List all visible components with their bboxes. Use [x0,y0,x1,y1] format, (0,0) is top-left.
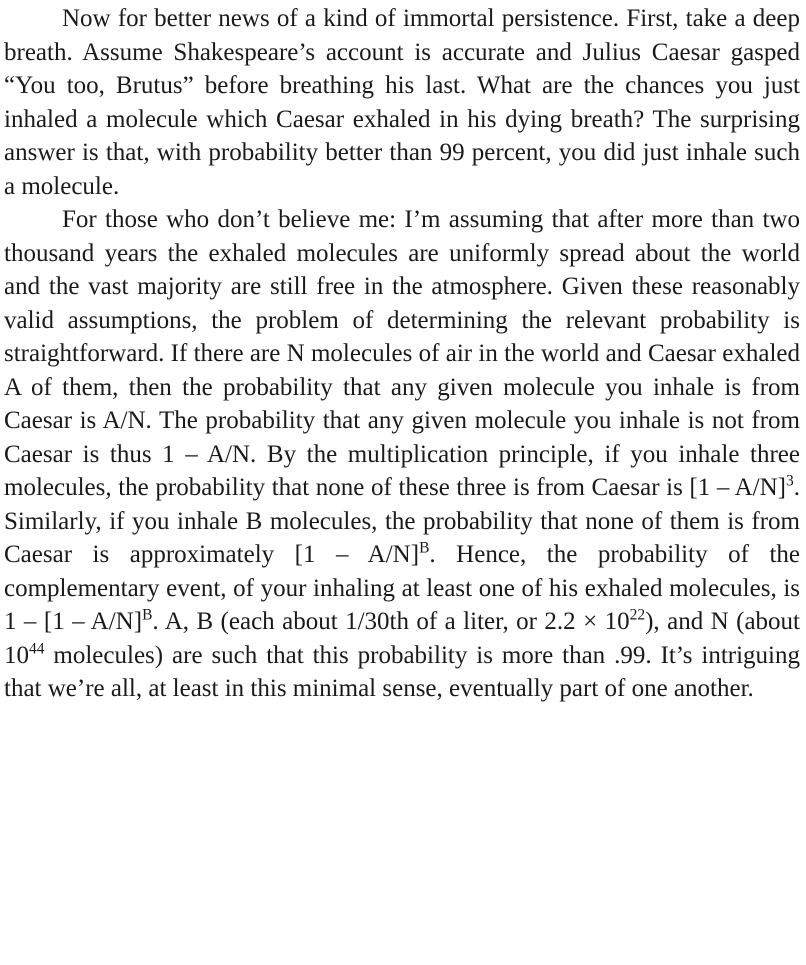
superscript-exponent: B [419,539,430,557]
paragraph-2-segment: . A, B (each about 1/30th of a liter, or 2.2 × 10 [152,608,630,635]
paragraph-2-segment: molecules) are such that this probability is more than .99. It’s intriguing that we’re all, at least in this minimal sense, eventually part of one another. [4,641,800,702]
paragraph-caesar-breath [4,2,800,203]
paragraph-1-text: Now for better news of a kind of immortal persistence. First, take a deep breath. Assume Shakespeare’s account is accurate and Julius Caesar gasped “You too, Brutus” before breathing his last. What are the chances you just inhaled a molecule which Caesar exhaled in his dying breath? The surprising answer is that, with probability better than 99 percent, you did just inhale such a molecule. [4,5,800,200]
superscript-exponent: 22 [629,606,646,624]
paragraph-2-segment: . Similarly, if you inhale B molecules, the probability that none of them is from Caesar is approximately [1 – A/N] [4,474,800,568]
document-page [4,2,800,706]
paragraph-probability-explanation [4,203,800,706]
superscript-exponent: B [142,606,153,624]
paragraph-2-segment: For those who don’t believe me: I’m assuming that after more than two thousand years the exhaled molecules are uniformly spread about the world and the vast majority are still free in the atmosphere. Given these reasonably valid assumptions, the problem of determining the relevant probability is straightforward. If there are N molecules of air in the world and Caesar exhaled A of them, then the probability that any given molecule you inhale is from Caesar is A/N. The probability that any given molecule you inhale is not from Caesar is thus 1 – A/N. By the multiplication principle, if you inhale three molecules, the probability that none of these three is from Caesar is [1 – A/N] [4,206,800,501]
paragraph-2-segment: . Hence, the probability of the complementary event, of your inhaling at least one of his exhaled molecules, is 1 – [1 – A/N] [4,541,800,635]
superscript-exponent: 3 [786,472,794,490]
superscript-exponent: 44 [29,639,45,657]
paragraph-2-segment: ), and N (about 10 [4,608,800,669]
